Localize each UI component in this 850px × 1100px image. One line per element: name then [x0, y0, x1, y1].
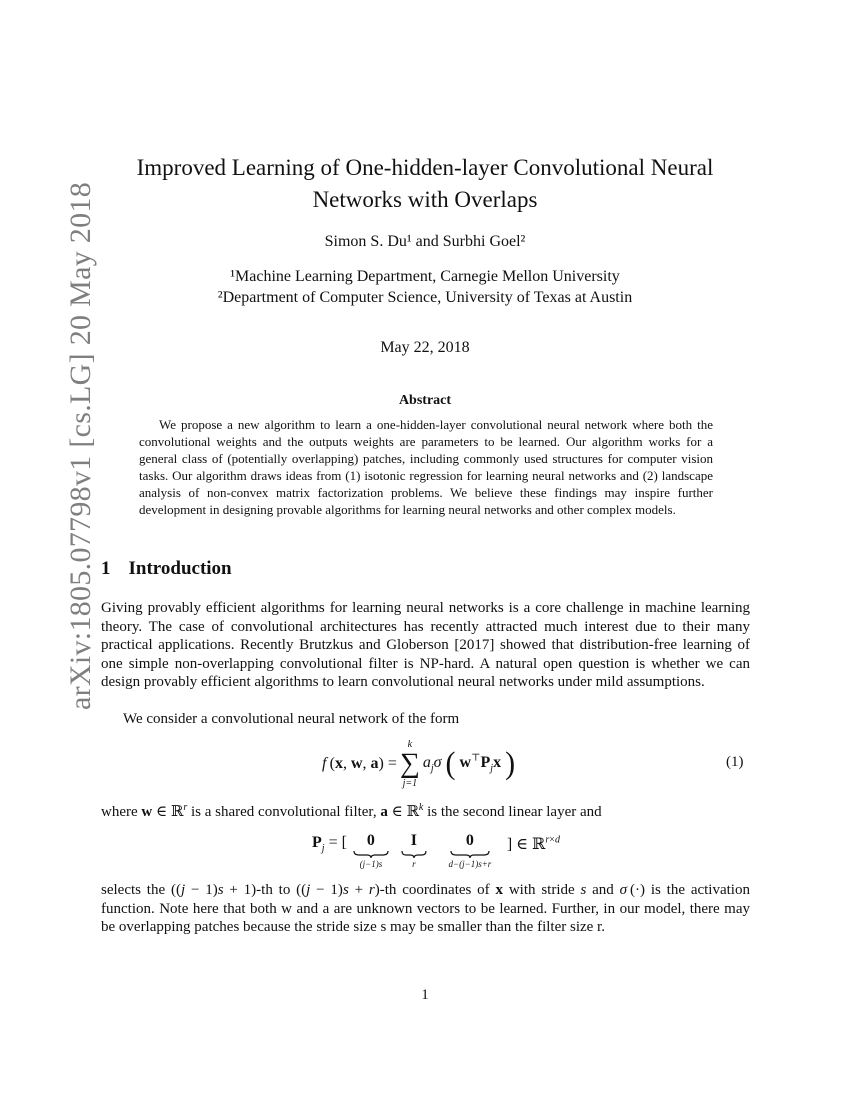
arxiv-stamp-text: arXiv:1805.07798v1 [cs.LG] 20 May 2018 — [64, 182, 97, 710]
equation-1: f (x, w, a) = k ∑ j=1 $a_j\sigma$ ( $w^⊤P_jx$ ) — [322, 739, 516, 789]
paper-date: May 22, 2018 — [380, 339, 470, 356]
affiliation-1: ¹Machine Learning Department, Carnegie Mellon University — [230, 268, 620, 285]
abstract-heading: Abstract — [398, 393, 452, 408]
page-number: 1 — [421, 987, 429, 1003]
sum-symbol: k ∑ j=1 — [399, 739, 420, 789]
section-heading — [101, 558, 232, 580]
equation-2: $P_j$ = [ 0 (j−1)s I r 0 d−(j−1)s+r ] ∈ ℝ$^{r\times d}$ — [312, 832, 560, 869]
intro-paragraph-4-rest: activation function. Note here that both w and a are unknown vectors to be learned. Further, in our model, there may be overlapping patches because the stride size s may be smaller than the filter size r. — [101, 882, 750, 936]
authors: Simon S. Du¹ and Surbhi Goel² — [324, 233, 526, 250]
intro-paragraph-4: selects the ((j − 1)s + 1)-th to ((j − 1)s + r)-th coordinates of x with stride s and σ (·) is the activation function. Note here that both w and a are unknown vectors to be learned. Further, in our model, there may be overlapping patches because the stride size s may be smaller than the filter size r. — [101, 882, 750, 936]
section-title: Introduction — [128, 558, 232, 579]
arxiv-stamp — [4, 150, 97, 710]
section-number: 1 — [101, 558, 111, 579]
paper-title: Improved Learning of One-hidden-layer Convolutional Neural Networks with Overlaps — [136, 155, 714, 212]
intro-paragraph-2: We consider a convolutional neural network of the form — [123, 711, 460, 727]
affiliation-2: ²Department of Computer Science, University of Texas at Austin — [217, 289, 633, 306]
abstract-text: We propose a new algorithm to learn a one-hidden-layer convolutional neural network where both the convolutional weights and the outputs weights are parameters to be learned. Our algorithm works for a general class of (potentially overlapping) patches, including commonly used structures for computer vision tasks. Our algorithm draws ideas from (1) isotonic regression for learning neural networks and (2) landscape analysis of non-convex matrix factorization problems. We believe these findings may inspire further development in designing provable algorithms for learning neural networks and other complex models. — [139, 417, 713, 517]
equation-number: (1) — [726, 754, 744, 770]
intro-paragraph-1: Giving provably efficient algorithms for learning neural networks is a core challenge in machine learning theory. The case of convolutional architectures has recently attracted much interest due to their many practical applications. Recently Brutzkus and Globerson [2017] showed that distribution-free learning of one simple non-overlapping convolutional filter is NP-hard. A natural open question is whether we can design provably efficient algorithms to learn convolutional neural networks under mild assumptions. — [101, 600, 750, 691]
intro-paragraph-3: where w ∈ ℝ$^r$ is a shared convolutional filter, a ∈ ℝ$^k$ is the second linear layer and — [101, 802, 602, 820]
